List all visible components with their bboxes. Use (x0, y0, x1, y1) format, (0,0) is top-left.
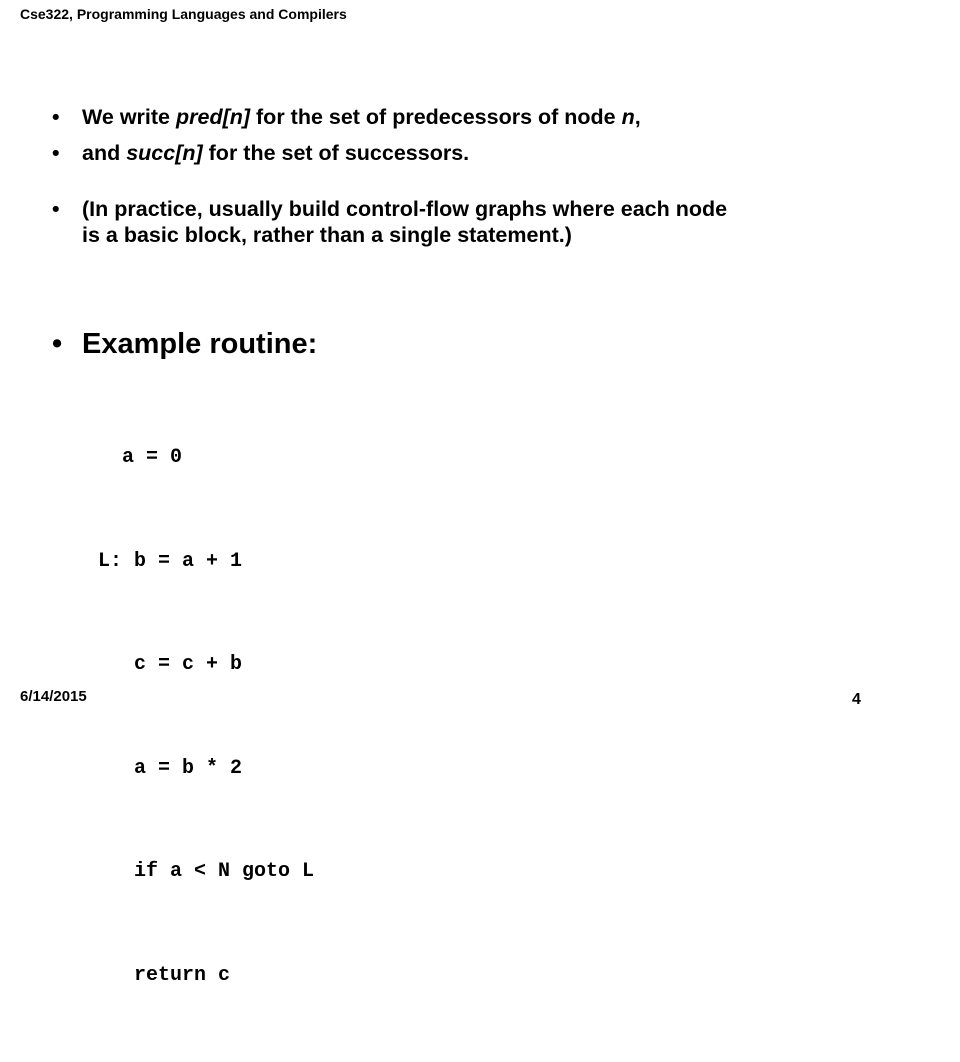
footer-date: 6/14/2015 (20, 688, 87, 705)
bullet-succ-text-after: for the set of successors. (202, 141, 470, 165)
example-title: Example routine: (82, 328, 318, 360)
code-line: return c (98, 963, 231, 987)
bullet-succ (52, 140, 912, 166)
bullet-pred-text-before: We write (82, 105, 176, 129)
code-line: a = b * 2 (98, 756, 243, 780)
bullet-pred-node: n (621, 105, 635, 129)
code-line: a = 0 (98, 446, 183, 469)
bullet-dot: • (52, 328, 63, 360)
example-heading (52, 326, 317, 362)
course-header: Cse322, Programming Languages and Compilers (20, 6, 347, 22)
bullet-succ-term: succ[n] (126, 141, 203, 165)
code-line: if a < N goto L (98, 860, 315, 883)
code-block (98, 372, 314, 1062)
bullet-succ-text-before: and (82, 141, 127, 165)
bullet-pred-term: pred[n] (176, 105, 251, 129)
code-line: L: b = a + 1 (98, 549, 243, 573)
bullet-dot: • (52, 197, 60, 221)
bullet-practice-line2: is a basic block, rather than a single statement.) (82, 223, 572, 247)
bullet-pred-text-after: , (634, 105, 641, 129)
bullet-dot: • (52, 141, 60, 165)
code-line: c = c + b (98, 653, 243, 676)
bullet-pred-text-middle: for the set of predecessors of node (250, 105, 622, 129)
bullet-list (52, 104, 912, 248)
bullet-pred (52, 104, 912, 130)
page-number: 4 (852, 691, 861, 708)
bullet-dot: • (52, 105, 60, 129)
bullet-practice-line1: (In practice, usually build control-flow graphs where each node (82, 197, 728, 221)
bullet-practice (52, 196, 912, 248)
